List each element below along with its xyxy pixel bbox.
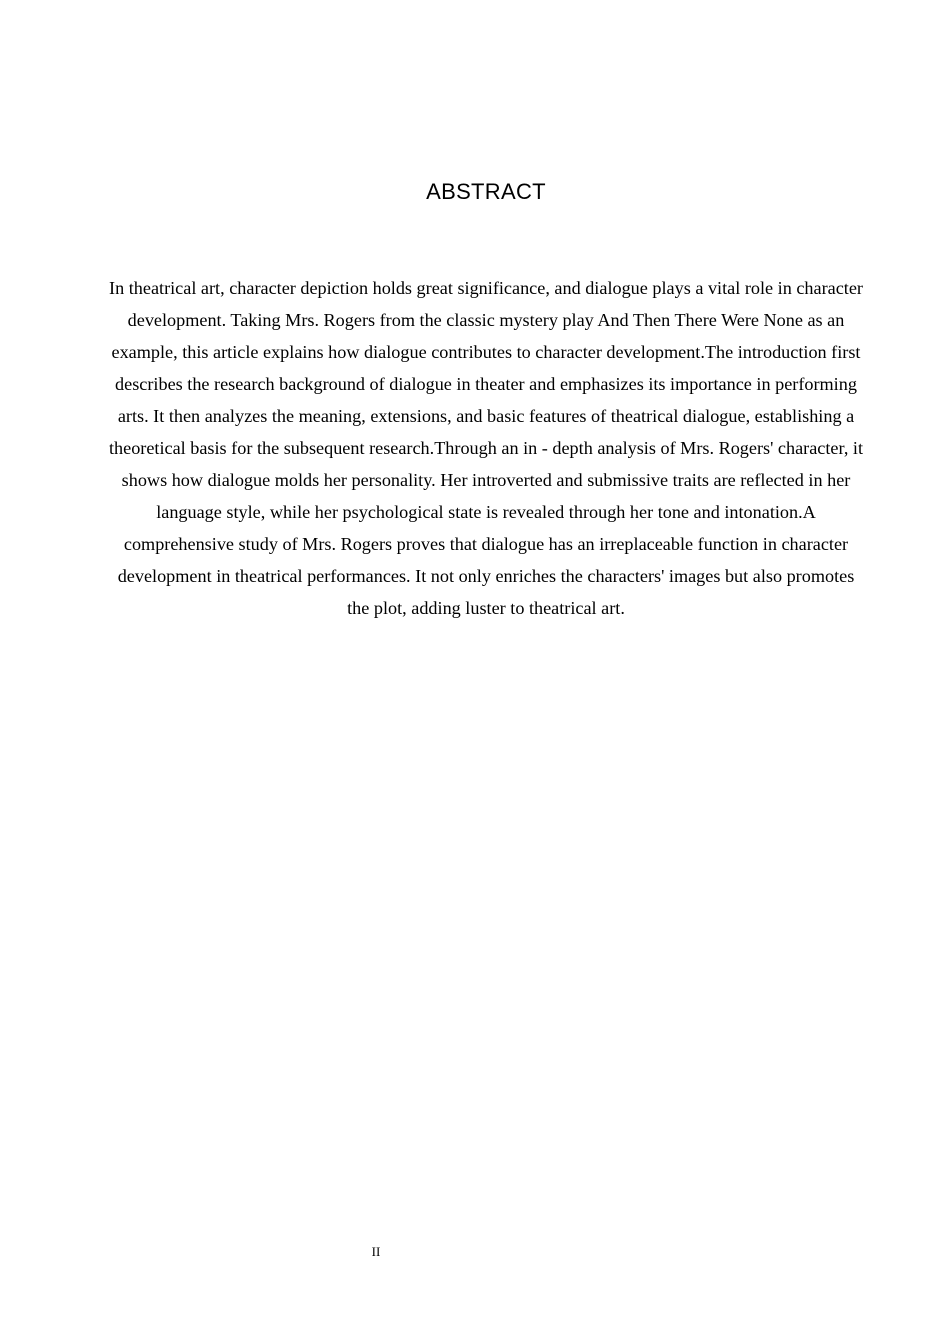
page-number: II bbox=[371, 1244, 381, 1259]
abstract-body: In theatrical art, character depiction holds great significance, and dialogue plays a vital role in character development. Taking Mrs. Rogers from the classic mystery play And Then There Were None as an example, this article explains how dialogue contributes to character development.The introduction first describes the research background of dialogue in theater and emphasizes its importance in performing arts. It then analyzes the meaning, extensions, and basic features of theatrical dialogue, establishing a theoretical basis for the subsequent research.Through an in - depth analysis of Mrs. Rogers' character, it shows how dialogue molds her personality. Her introverted and submissive traits are reflected in her language style, while her psychological state is revealed through her tone and intonation.A comprehensive study of Mrs. Rogers proves that dialogue has an irreplaceable function in character development in theatrical performances. It not only enriches the characters' images but also promotes the plot, adding luster to theatrical art. bbox=[108, 278, 864, 618]
abstract-title: ABSTRACT bbox=[426, 179, 546, 204]
